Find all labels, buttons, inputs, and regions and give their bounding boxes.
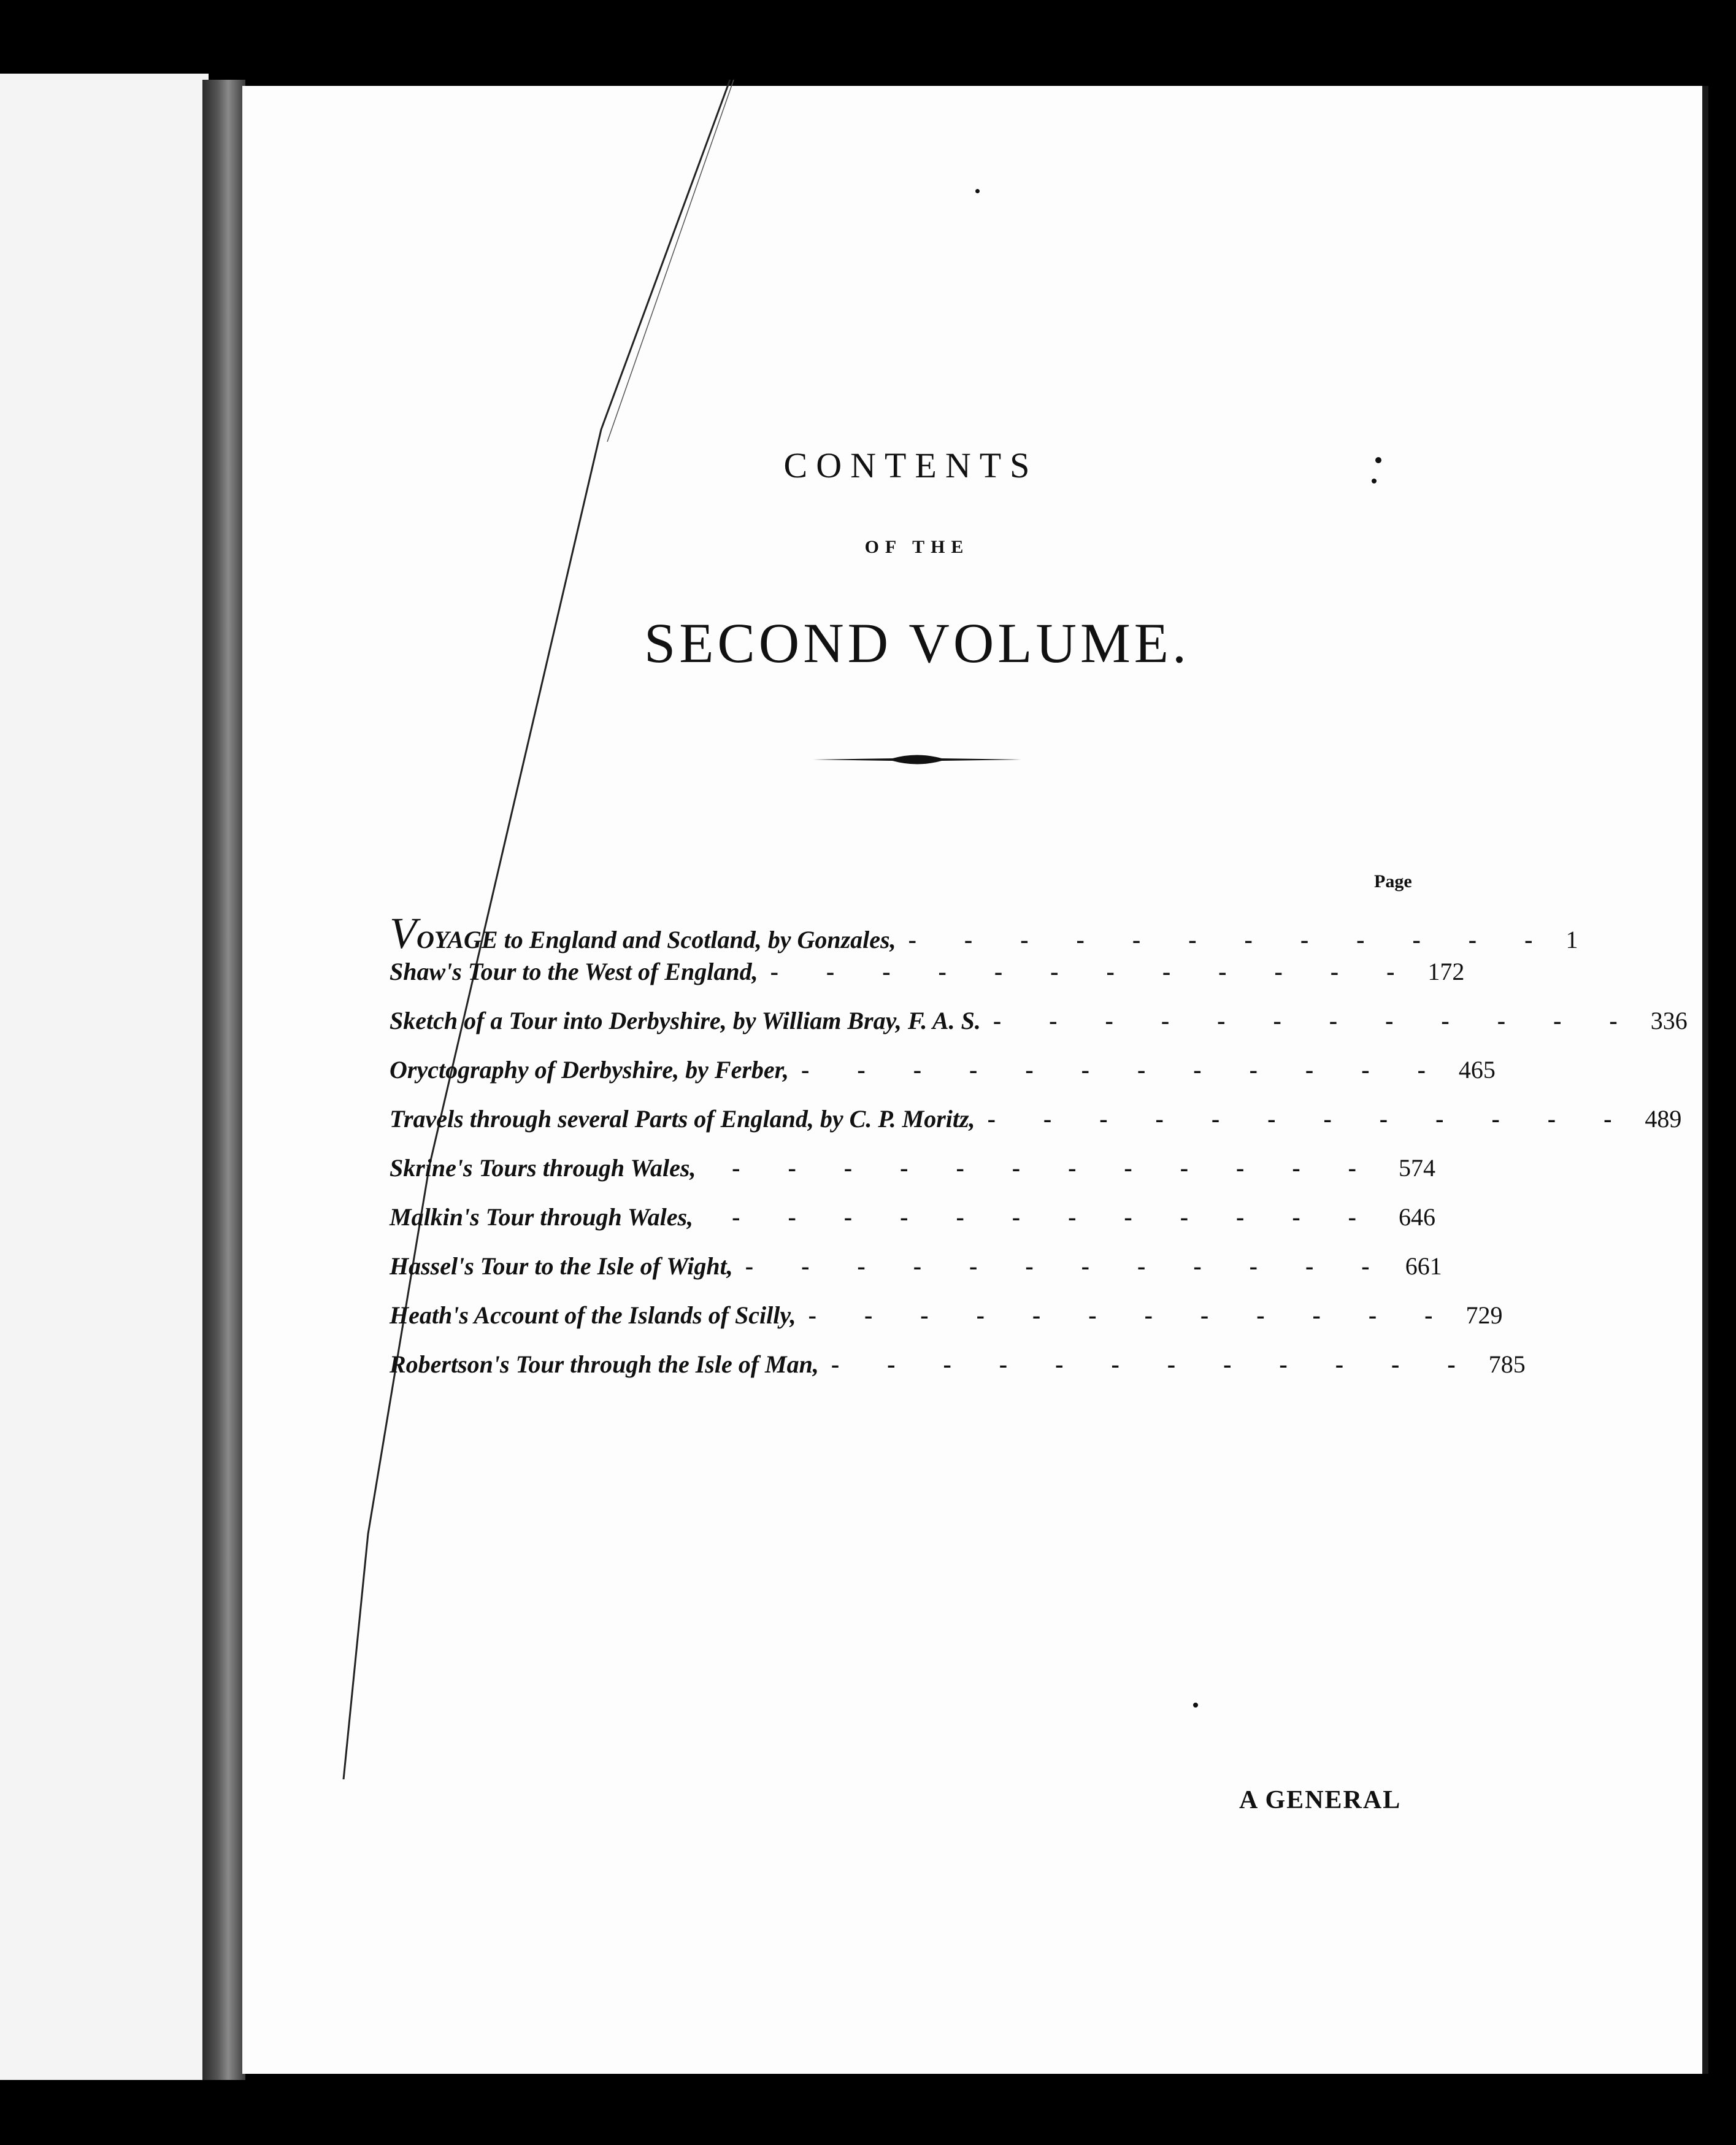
book-gutter [202, 80, 245, 2080]
toc-entry-title: Sketch of a Tour into Derbyshire, by William Bray, F. A. S. [390, 1007, 981, 1034]
toc-row [390, 1055, 1496, 1104]
toc-row [390, 908, 1578, 958]
toc-entry-title: Robertson's Tour through the Isle of Man, [390, 1350, 819, 1378]
dot-leader: - - - - - - - - - - - - [831, 1350, 1477, 1378]
catchword: A GENERAL [1239, 1786, 1402, 1814]
volume-heading: SECOND VOLUME. [644, 612, 1190, 674]
toc-page-number: 574 [1399, 1154, 1435, 1182]
toc-row [390, 1153, 1445, 1203]
toc-page-number: 646 [1399, 1203, 1435, 1231]
toc-row [390, 957, 1465, 1006]
ink-speck [1193, 1703, 1198, 1708]
toc-entry-title: Hassel's Tour to the Isle of Wight, [390, 1252, 733, 1280]
page-edge [1702, 86, 1708, 2074]
toc-row [390, 1006, 1688, 1055]
toc-entry-title: Travels through several Parts of England, by C. P. Moritz, [390, 1105, 975, 1133]
dot-leader: - - - - - - - - - - - - [908, 926, 1554, 953]
toc-entry-title: Oryctography of Derbyshire, by Ferber, [390, 1056, 789, 1084]
toc-page-number: 661 [1405, 1252, 1442, 1280]
toc-entry-title: Malkin's Tour through Wales, [390, 1203, 694, 1231]
table-of-contents [390, 908, 1688, 1399]
dot-leader: - - - - - - - - - - - - [801, 1056, 1446, 1084]
toc-row [390, 1104, 1682, 1153]
toc-row [390, 1252, 1445, 1301]
drop-cap: V [390, 909, 417, 958]
toc-entry-title: VOYAGE to England and Scotland, by Gonzales, [390, 909, 896, 958]
dot-leader: - - - - - - - - - - - - [770, 958, 1416, 985]
toc-page-number: 172 [1427, 958, 1465, 985]
dot-leader: - - - - - - - - - - - - [987, 1105, 1633, 1133]
page-column-label: Page [1374, 871, 1412, 892]
dot-leader: - - - - - - - - - - - - [732, 1154, 1377, 1182]
toc-entry-title: Shaw's Tour to the West of England, [390, 958, 758, 985]
ink-speck [975, 189, 980, 193]
toc-page-number: 729 [1465, 1301, 1503, 1329]
toc-row [390, 1203, 1445, 1252]
facing-page [0, 74, 209, 2080]
toc-page-number: 465 [1458, 1056, 1496, 1084]
dot-leader: - - - - - - - - - - - - [732, 1203, 1377, 1231]
ornamental-rule [813, 752, 1021, 768]
dot-leader: - - - - - - - - - - - - [745, 1252, 1391, 1280]
toc-page-number: 336 [1650, 1007, 1688, 1034]
toc-row [390, 1301, 1503, 1350]
toc-entry-title: Skrine's Tours through Wales, [390, 1154, 696, 1182]
toc-page-number: 785 [1488, 1350, 1526, 1378]
of-the-heading: OF THE [864, 537, 970, 557]
toc-entry-title: Heath's Account of the Islands of Scilly, [390, 1301, 796, 1329]
dot-leader: - - - - - - - - - - - - [993, 1007, 1638, 1034]
contents-heading: CONTENTS [783, 445, 1039, 485]
toc-page-number: 489 [1645, 1105, 1682, 1133]
toc-row [390, 1350, 1526, 1399]
toc-page-number: 1 [1565, 926, 1578, 953]
dot-leader: - - - - - - - - - - - - [808, 1301, 1454, 1329]
